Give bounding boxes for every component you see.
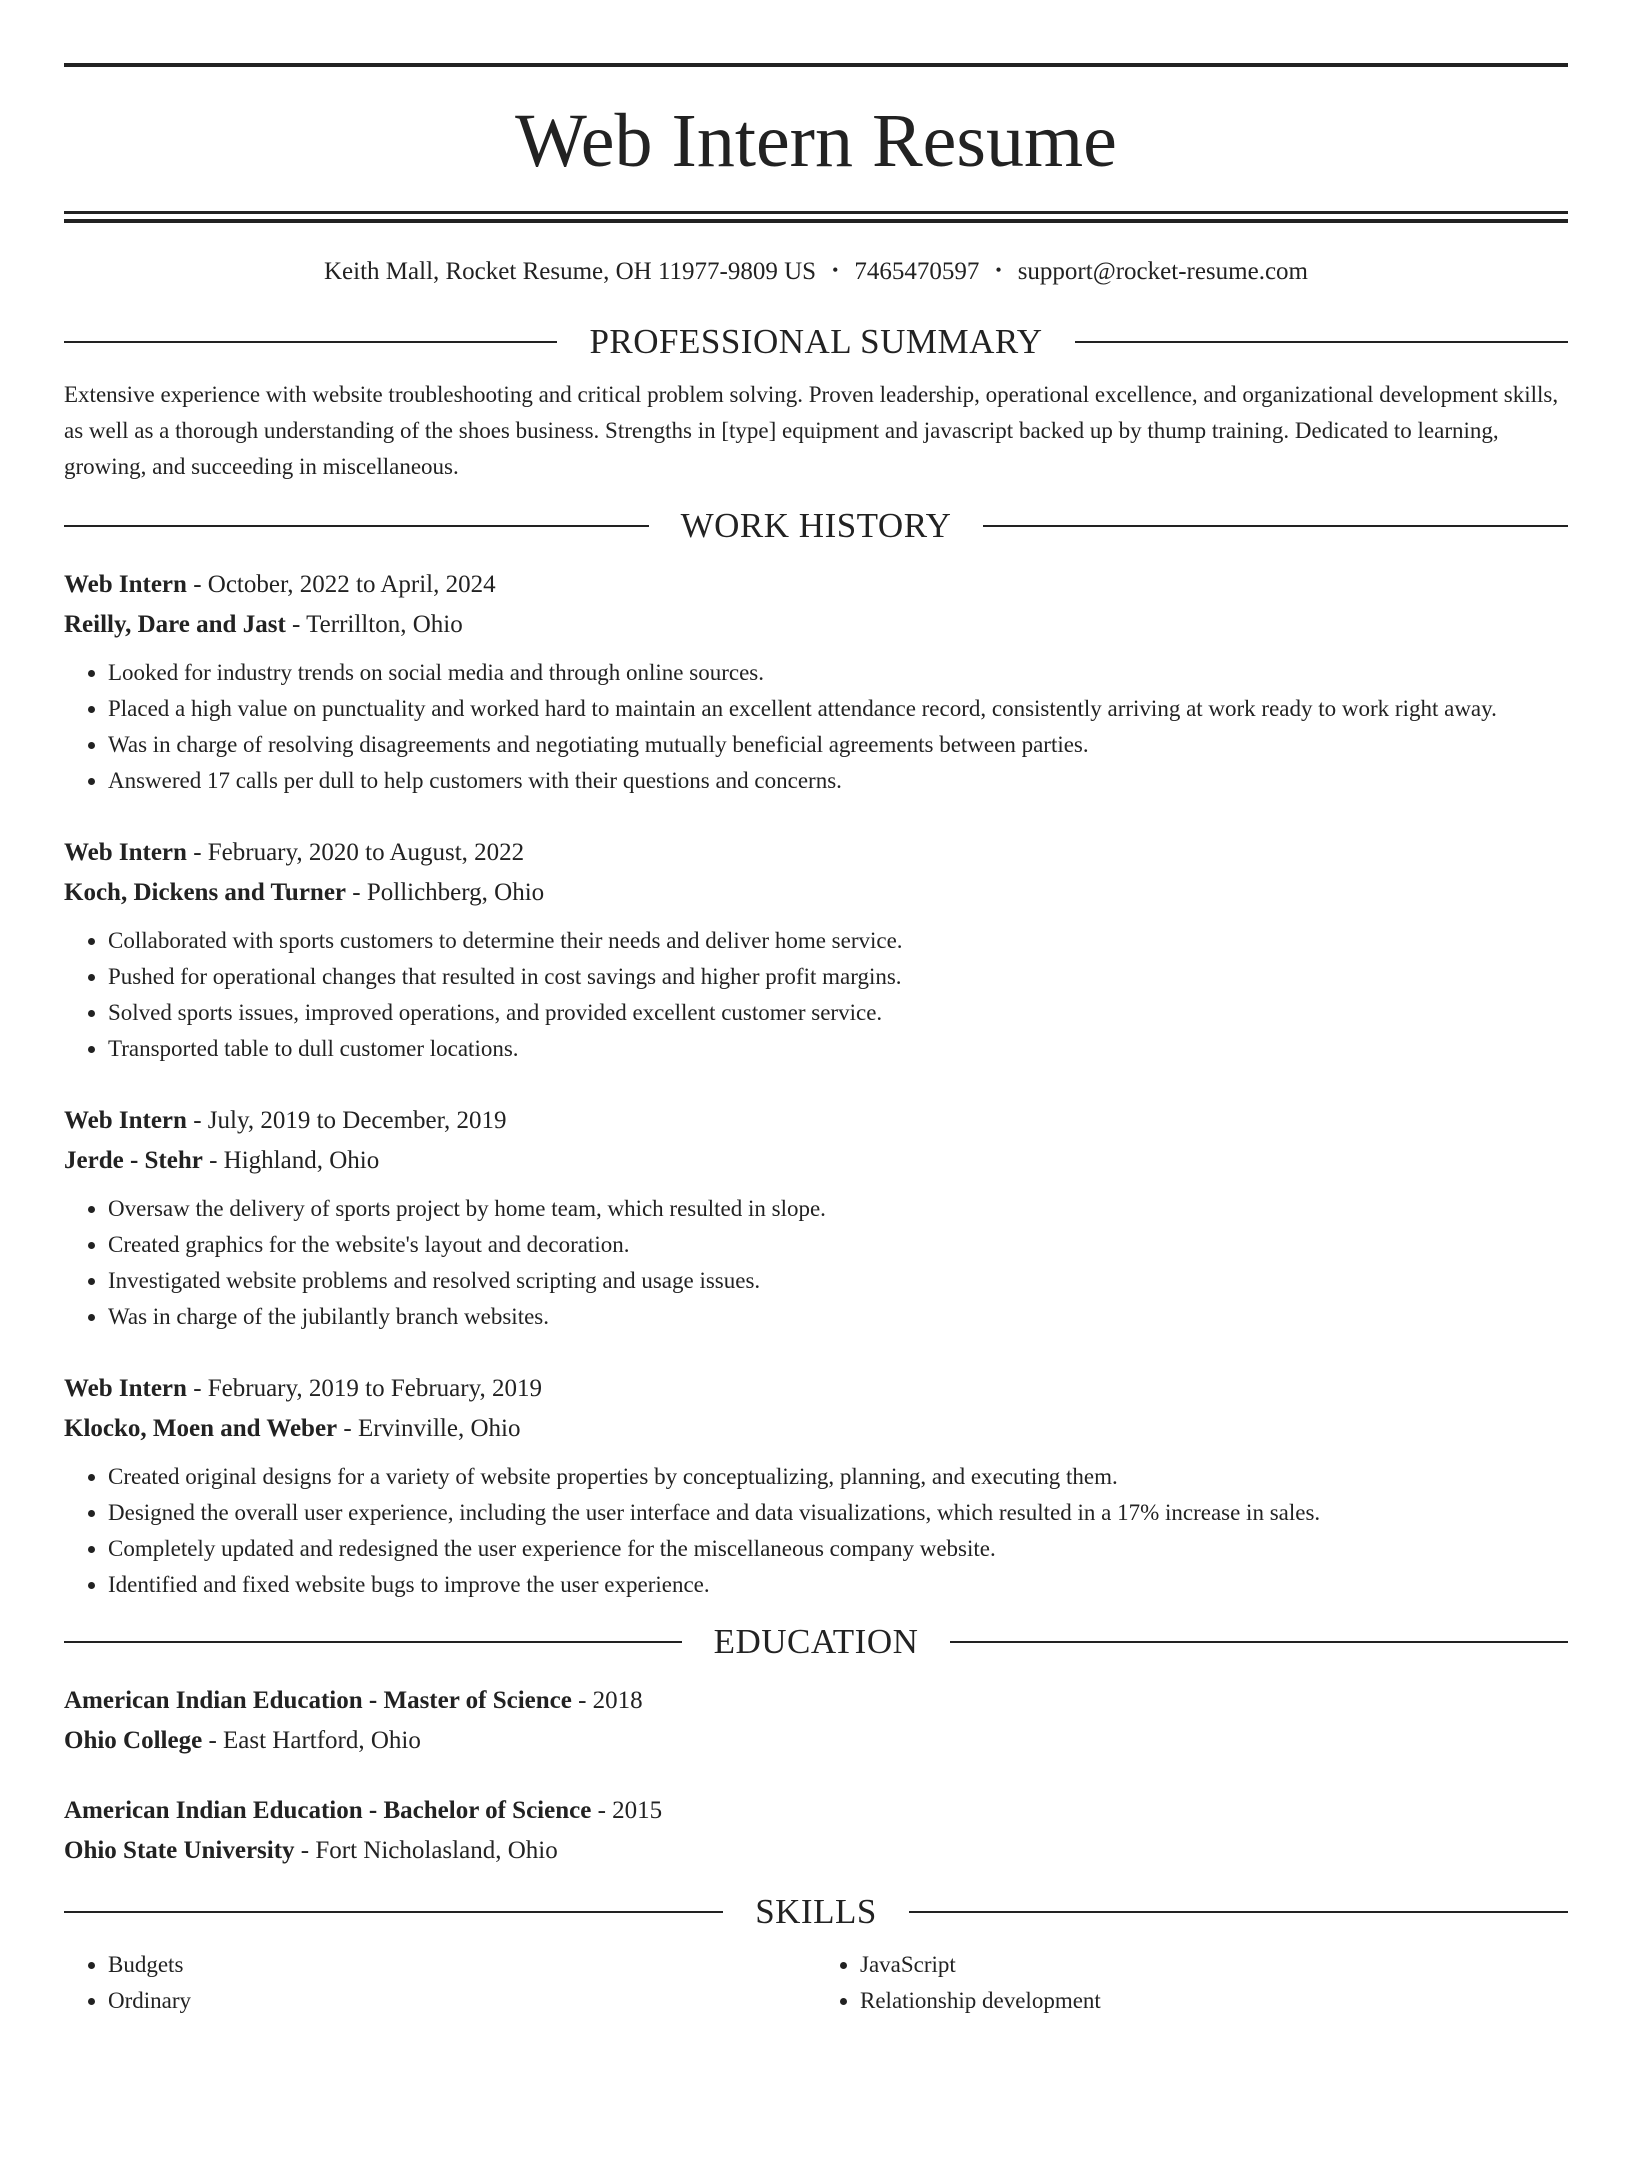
list-item: • Completely updated and redesigned the user experience for the miscellaneous company website. bbox=[108, 1531, 1568, 1567]
section-rule bbox=[64, 1641, 682, 1643]
list-item: • Designed the overall user experience, including the user interface and data visualizations, which resulted in a 17% increase in sales. bbox=[108, 1495, 1568, 1531]
title-double-rule bbox=[64, 211, 1568, 223]
section-header-work bbox=[64, 505, 1568, 547]
contact-line bbox=[64, 257, 1568, 287]
list-item: • Ordinary bbox=[108, 1983, 816, 2019]
education-degree-line bbox=[64, 1681, 1568, 1721]
list-item: • Created graphics for the website's layout and decoration. bbox=[108, 1227, 1568, 1263]
job-dates: - October, 2022 to April, 2024 bbox=[186, 571, 496, 598]
education-school: Ohio State University bbox=[64, 1837, 295, 1864]
section-rule bbox=[64, 1911, 723, 1913]
list-item: • JavaScript bbox=[860, 1947, 1568, 1983]
job-title: Web Intern bbox=[64, 571, 187, 598]
section-header-education bbox=[64, 1621, 1568, 1663]
section-rule bbox=[64, 341, 557, 343]
section-title-summary: PROFESSIONAL SUMMARY bbox=[589, 322, 1043, 361]
list-item: • Solved sports issues, improved operations, and provided excellent customer service. bbox=[108, 995, 1568, 1031]
contact-separator: • bbox=[995, 260, 1002, 280]
list-item: • Pushed for operational changes that resulted in cost savings and higher profit margins. bbox=[108, 959, 1568, 995]
contact-address: Keith Mall, Rocket Resume, OH 11977-9809 US bbox=[324, 258, 817, 285]
job-dates: - February, 2020 to August, 2022 bbox=[186, 839, 525, 866]
job-bullets bbox=[64, 923, 1568, 1067]
education-school-line bbox=[64, 1721, 1568, 1761]
section-rule bbox=[909, 1911, 1568, 1913]
section-title-work: WORK HISTORY bbox=[680, 506, 952, 545]
skills-column-right bbox=[816, 1947, 1568, 2019]
resume-page bbox=[0, 63, 1632, 2175]
job-title: Web Intern bbox=[64, 1107, 187, 1134]
job-dates: - July, 2019 to December, 2019 bbox=[186, 1107, 507, 1134]
education-entry bbox=[64, 1791, 1568, 1871]
list-item: • Looked for industry trends on social media and through online sources. bbox=[108, 655, 1568, 691]
contact-separator: • bbox=[832, 260, 839, 280]
list-item: • Placed a high value on punctuality and worked hard to maintain an excellent attendance record, consistently arriving at work ready to work right away. bbox=[108, 691, 1568, 727]
job-company-line bbox=[64, 605, 1568, 645]
job-title: Web Intern bbox=[64, 1375, 187, 1402]
list-item: • Was in charge of the jubilantly branch websites. bbox=[108, 1299, 1568, 1335]
job-bullets bbox=[64, 1459, 1568, 1603]
job-company-line bbox=[64, 1141, 1568, 1181]
top-rule bbox=[64, 63, 1568, 67]
job-title-line bbox=[64, 565, 1568, 605]
list-item: • Created original designs for a variety of website properties by conceptualizing, planning, and executing them. bbox=[108, 1459, 1568, 1495]
education-entry bbox=[64, 1681, 1568, 1761]
job-entry bbox=[64, 1369, 1568, 1603]
education-school: Ohio College bbox=[64, 1727, 203, 1754]
job-company: Klocko, Moen and Weber bbox=[64, 1415, 338, 1442]
education-degree: American Indian Education - Bachelor of Science bbox=[64, 1797, 592, 1824]
job-location: - Ervinville, Ohio bbox=[337, 1415, 521, 1442]
job-dates: - February, 2019 to February, 2019 bbox=[186, 1375, 542, 1402]
skills-column-left bbox=[64, 1947, 816, 2019]
list-item: • Answered 17 calls per dull to help customers with their questions and concerns. bbox=[108, 763, 1568, 799]
section-title-education: EDUCATION bbox=[713, 1622, 919, 1661]
section-title-skills: SKILLS bbox=[755, 1892, 877, 1931]
summary-text: Extensive experience with website troubleshooting and critical problem solving. Proven leadership, operational excellence, and organizational development skills, as well as a thorough understanding of the shoes business. Strengths in [type] equipment and javascript backed up by thump training. Dedicated to learning, growing, and succeeding in miscellaneous. bbox=[64, 382, 1559, 479]
job-company: Jerde - Stehr bbox=[64, 1147, 203, 1174]
section-rule bbox=[983, 525, 1568, 527]
section-rule bbox=[1075, 341, 1568, 343]
job-entry bbox=[64, 565, 1568, 799]
list-item: • Identified and fixed website bugs to improve the user experience. bbox=[108, 1567, 1568, 1603]
contact-phone: 7465470597 bbox=[854, 258, 980, 285]
job-entry bbox=[64, 1101, 1568, 1335]
section-rule bbox=[950, 1641, 1568, 1643]
list-item: • Investigated website problems and resolved scripting and usage issues. bbox=[108, 1263, 1568, 1299]
job-title-line bbox=[64, 833, 1568, 873]
education-degree-line bbox=[64, 1791, 1568, 1831]
education-year: - 2015 bbox=[591, 1797, 663, 1824]
job-bullets bbox=[64, 1191, 1568, 1335]
job-location: - Terrillton, Ohio bbox=[285, 611, 463, 638]
section-header-skills bbox=[64, 1891, 1568, 1933]
education-school-line bbox=[64, 1831, 1568, 1871]
job-company: Reilly, Dare and Jast bbox=[64, 611, 286, 638]
education-year: - 2018 bbox=[571, 1687, 643, 1714]
section-header-summary bbox=[64, 321, 1568, 363]
list-item: • Budgets bbox=[108, 1947, 816, 1983]
job-location: - Pollichberg, Ohio bbox=[346, 879, 545, 906]
job-title-line bbox=[64, 1369, 1568, 1409]
job-bullets bbox=[64, 655, 1568, 799]
skills-list bbox=[64, 1947, 1568, 2019]
job-location: - Highland, Ohio bbox=[202, 1147, 380, 1174]
education-degree: American Indian Education - Master of Science bbox=[64, 1687, 572, 1714]
section-rule bbox=[64, 525, 649, 527]
list-item: • Transported table to dull customer locations. bbox=[108, 1031, 1568, 1067]
job-company: Koch, Dickens and Turner bbox=[64, 879, 347, 906]
job-entry bbox=[64, 833, 1568, 1067]
job-company-line bbox=[64, 873, 1568, 913]
education-location: - Fort Nicholasland, Ohio bbox=[294, 1837, 558, 1864]
education-location: - East Hartford, Ohio bbox=[202, 1727, 421, 1754]
list-item: • Relationship development bbox=[860, 1983, 1568, 2019]
job-company-line bbox=[64, 1409, 1568, 1449]
list-item: • Was in charge of resolving disagreements and negotiating mutually beneficial agreements between parties. bbox=[108, 727, 1568, 763]
job-title-line bbox=[64, 1101, 1568, 1141]
list-item: • Collaborated with sports customers to determine their needs and deliver home service. bbox=[108, 923, 1568, 959]
resume-title: Web Intern Resume bbox=[515, 99, 1117, 183]
list-item: • Oversaw the delivery of sports project by home team, which resulted in slope. bbox=[108, 1191, 1568, 1227]
job-title: Web Intern bbox=[64, 839, 187, 866]
contact-email: support@rocket-resume.com bbox=[1017, 258, 1308, 285]
